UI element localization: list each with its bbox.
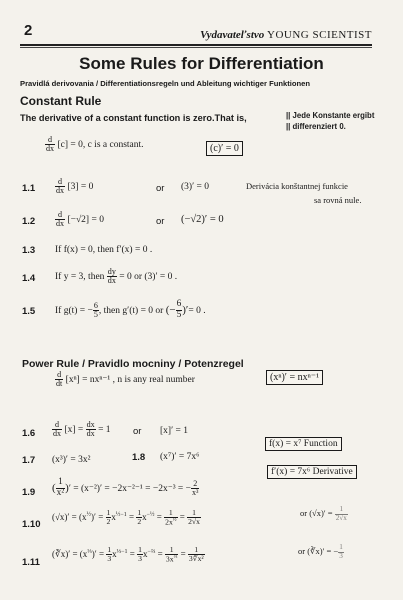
derivative-box: f′(x) = 7x⁶ Derivative [267,465,357,479]
example-1-2: $\frac{d}{dx}$ [−√2] = 0 [56,210,104,229]
example-number: 1.9 [22,487,36,498]
constant-rule-formula [45,136,144,154]
example-1-6: $\frac{d}{dx}$ [x] = $\frac{dx}{dx}$ = 1 [53,420,111,439]
example-1-7: (x³)′ = 3x² [52,455,91,465]
example-number: 1.11 [22,557,40,568]
slovak-note-2: sa rovná nule. [314,195,362,205]
header-rule-thin [20,47,372,48]
page-header [22,20,372,46]
example-number: 1.10 [22,519,41,530]
example-1-1: $\frac{d}{dx}$ [3] = 0 [56,177,94,196]
or-label: or [133,426,142,437]
power-rule-heading: Power Rule / Pravidlo mocniny / Potenzregel [22,358,244,370]
page-number: 2 [24,22,33,39]
d-dx-fraction: $\frac{d}{dx}$ [46,135,55,154]
example-number: 1.5 [22,306,36,317]
power-rule-box: (xⁿ)′ = nxⁿ⁻¹ [266,370,323,385]
example-1-8: (x⁷)′ = 7x⁶ [160,452,200,462]
constant-rule-statement: The derivative of a constant function is zero.That is, [20,113,247,123]
german-note-2: || differenziert 0. [286,122,346,131]
example-1-4: If y = 3, then $\frac{dy}{dx}$ = 0 or (3)′ = 0 . [55,267,178,286]
slovak-note-1: Derivácia konštantnej funkcie [246,181,348,191]
publisher-name: YOUNG SCIENTIST [267,29,372,41]
example-1-2-alt: (−√2)′ = 0 [181,214,224,225]
page-title: Some Rules for Differentiation [79,54,324,73]
example-number: 1.1 [22,183,36,194]
example-1-1-alt: (3)′ = 0 [181,182,210,192]
or-label: or [156,216,165,227]
publisher-italic: Vydavateľstvo [200,29,265,41]
example-number: 1.6 [22,428,36,439]
example-number: 1.7 [22,455,36,466]
example-1-9: ( $\frac{1}{\text{x²}}$ )′ = (x⁻²)′ = −2x⁻²⁻¹ = −2x⁻³ = − $\frac{2}{\text{x³}}$ [52,477,199,498]
header-rule [20,44,372,46]
example-1-3: If f(x) = 0, then f′(x) = 0 . [55,245,153,255]
example-number: 1.8 [132,452,146,463]
subtitle: Pravidlá derivovania / Differentiationsregeln und Ableitung wichtiger Funktionen [20,79,311,88]
power-rule-formula: $\frac{d}{dt}$ [xⁿ] = nxⁿ⁻¹ , n is any real number [56,370,195,389]
example-1-11: (∛x)′ = $(x^{\frac{1}{3}})'$ = $\frac{1}{3}$ $x^{\frac{1}{3}-1}$ = $\frac{1}{3}$ $x^{-\frac{2}{3}}$ = $\frac{1}{3x^{\frac{2}{3}}}$ = $\frac{1}{\text{3∛x²}}$ [52,545,204,564]
example-number: 1.3 [22,245,36,256]
german-note-1: || Jede Konstante ergibt [286,111,375,120]
example-number: 1.2 [22,216,36,227]
example-1-10: $(√x)' = (x^{\frac{1}{2}})'$ = $\frac{1}{2}$ $x^{\frac{1}{2}-1}$ = $\frac{1}{2}$ $x^{-\frac{1}{2}}$ = $\frac{1}{2x^{\frac{1}{2}}}$ = $\frac{1}{2√x}$ [52,508,200,527]
or-label: or [156,183,165,194]
example-1-6-alt: [x]′ = 1 [160,426,189,436]
constant-formula-tail: [c] = 0, c is a constant. [57,140,144,151]
example-1-11-alt: or (∛x)′ = − $\frac{1}{3}$ [298,543,343,560]
example-number: 1.4 [22,273,36,284]
constant-rule-box: (c)′ = 0 [206,141,243,156]
example-1-5: If g(t) = − $\frac{6}{5}$ , then g′(t) = 0 or (− $\frac{6}{5}$ )′= 0 . [55,299,206,320]
example-1-10-alt: or (√x)′ = $\frac{1}{2√x}$ [300,505,347,522]
publisher [200,29,372,41]
constant-rule-heading: Constant Rule [20,94,102,108]
function-box: f(x) = x⁷ Function [265,437,342,451]
